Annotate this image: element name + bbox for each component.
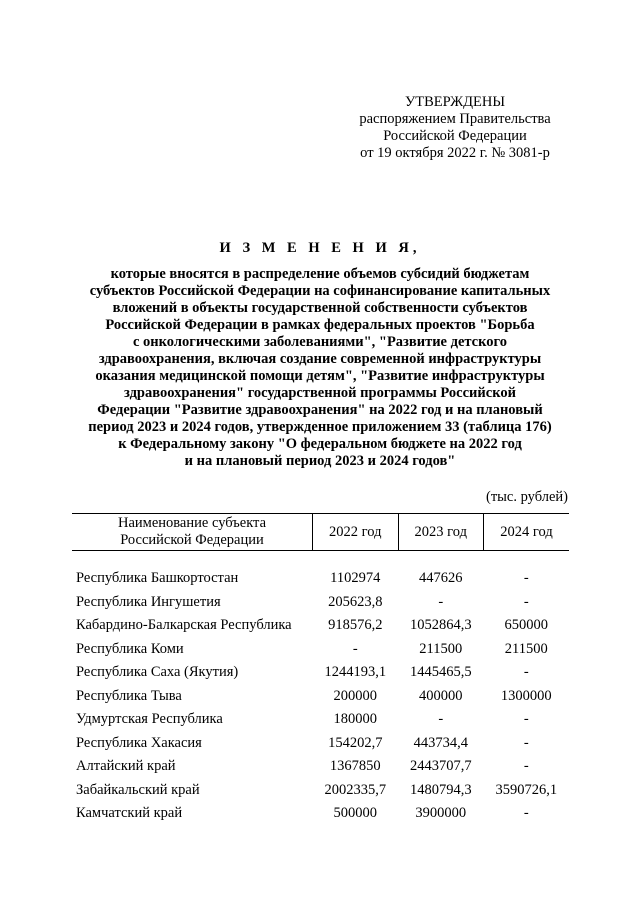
header-region-name (72, 514, 313, 551)
value-2023: 1480794,3 (409, 781, 472, 798)
value-2024: 211500 (504, 640, 548, 657)
value-2023: - (438, 593, 444, 610)
region-name: Республика Саха (Якутия) (76, 664, 239, 681)
value-2022: 200000 (333, 687, 377, 704)
units-label: (тыс. рублей) (486, 489, 568, 505)
approval-heading: УТВЕРЖДЕНЫ (404, 94, 506, 110)
header-2023: 2023 год (398, 514, 484, 551)
subtitle-line: с онкологическими заболеваниями", "Развитие детского (132, 334, 508, 350)
subtitle-line: оказания медицинской помощи детям", "Развитие инфраструктуры (95, 368, 545, 384)
document-subtitle (40, 266, 600, 470)
region-name: Кабардино-Балкарская Республика (76, 617, 292, 634)
value-2022: 918576,2 (328, 617, 383, 634)
region-name: Камчатский край (76, 805, 183, 822)
approval-line: распоряжением Правительства (359, 111, 551, 127)
value-2022: 154202,7 (328, 734, 383, 751)
value-2024: 650000 (504, 617, 548, 634)
table-row (72, 732, 569, 756)
value-2023: 400000 (419, 687, 463, 704)
region-name: Удмуртская Республика (76, 711, 223, 728)
table-row (72, 755, 569, 779)
value-2022: 1244193,1 (324, 664, 387, 681)
table-row (72, 802, 569, 826)
value-2023: 447626 (419, 570, 463, 587)
value-2024: - (523, 758, 529, 775)
table-row (72, 591, 569, 615)
table-row (72, 708, 569, 732)
approval-block (340, 94, 570, 162)
value-2024: - (523, 593, 529, 610)
subtitle-line: которые вносятся в распределение объемов субсидий бюджетам (110, 266, 530, 282)
table-row (72, 567, 569, 591)
value-2022: 500000 (333, 805, 377, 822)
value-2024: - (523, 734, 529, 751)
table-row (72, 661, 569, 685)
value-2022: 205623,8 (328, 593, 383, 610)
value-2024: - (523, 805, 529, 822)
region-name: Республика Башкортостан (76, 570, 239, 587)
value-2022: 1102974 (330, 570, 381, 587)
subtitle-line: субъектов Российской Федерации на софинансирование капитальных (89, 283, 551, 299)
subtitle-line: вложений в объекты государственной собственности субъектов (112, 300, 528, 316)
value-2023: 1445465,5 (409, 664, 472, 681)
document-title: И З М Е Н Е Н И Я, (219, 240, 421, 256)
approval-date-number: от 19 октября 2022 г. № 3081-р (360, 145, 550, 161)
value-2022: 2002335,7 (324, 781, 387, 798)
value-2024: - (523, 711, 529, 728)
value-2022: - (352, 640, 358, 657)
value-2023: 3900000 (415, 805, 467, 822)
subsidy-table (72, 513, 569, 826)
value-2022: 180000 (333, 711, 377, 728)
region-name: Забайкальский край (76, 781, 200, 798)
header-name-line: Наименование субъекта (117, 515, 267, 531)
subtitle-line: здравоохранения" государственной программы Российской (124, 385, 516, 401)
value-2022: 1367850 (329, 758, 381, 775)
region-name: Алтайский край (76, 758, 176, 775)
region-name: Республика Хакасия (76, 734, 202, 751)
approval-line: Российской Федерации (383, 128, 527, 144)
subtitle-line: Российской Федерации в рамках федеральных проектов "Борьба (105, 317, 535, 333)
table-row (72, 638, 569, 662)
value-2023: 211500 (419, 640, 463, 657)
table-row (72, 614, 569, 638)
region-name: Республика Коми (76, 640, 184, 657)
region-name: Республика Ингушетия (76, 593, 221, 610)
value-2024: - (523, 570, 529, 587)
table-row (72, 685, 569, 709)
value-2024: 3590726,1 (495, 781, 558, 798)
value-2023: 443734,4 (413, 734, 468, 751)
subtitle-line: Федерации "Развитие здравоохранения" на 2022 год и на плановый (97, 402, 543, 418)
subtitle-line: здравоохранения, включая создание современной инфраструктуры (98, 351, 542, 367)
subtitle-line: период 2023 и 2024 годов, утвержденное приложением 33 (таблица 176) (88, 419, 552, 435)
header-2024: 2024 год (484, 514, 570, 551)
value-2023: - (438, 711, 444, 728)
header-name-line: Российской Федерации (120, 532, 264, 548)
value-2024: - (523, 664, 529, 681)
value-2023: 2443707,7 (409, 758, 472, 775)
subtitle-line: и на плановый период 2023 и 2024 годов" (184, 453, 456, 469)
header-2022: 2022 год (313, 514, 399, 551)
value-2023: 1052864,3 (409, 617, 472, 634)
table-row (72, 779, 569, 803)
value-2024: 1300000 (500, 687, 552, 704)
table-header-row (72, 514, 569, 551)
subtitle-line: к Федеральному закону "О федеральном бюджете на 2022 год (118, 436, 522, 452)
region-name: Республика Тыва (76, 687, 182, 704)
